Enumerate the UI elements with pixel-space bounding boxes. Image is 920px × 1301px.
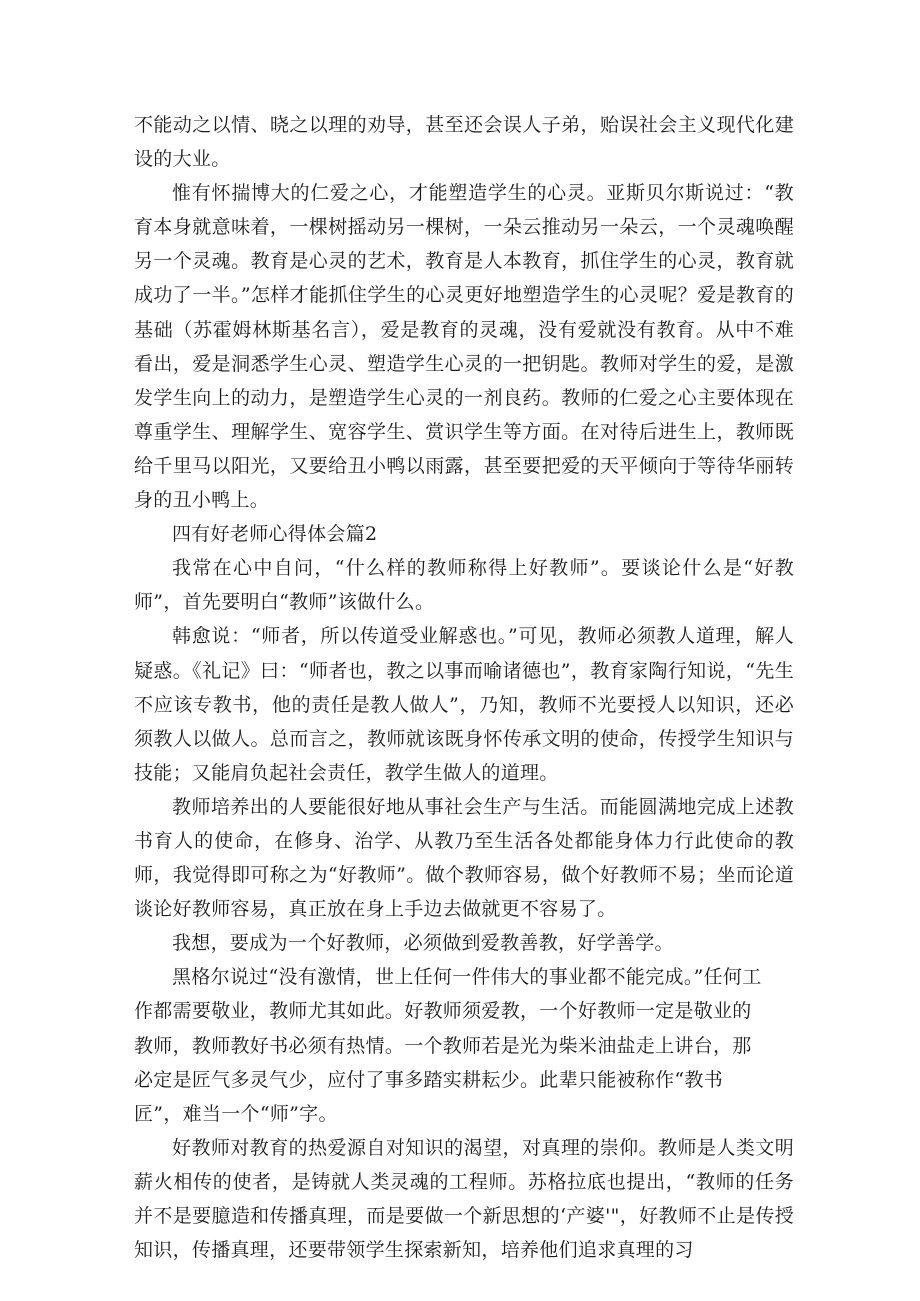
paragraph: 韩愈说：“师者，所以传道受业解惑也。”可见，教师必须教人道理，解人疑惑。《礼记》曰：“师者也，教之以事而喻诸德也”，教育家陶行知说，“先生不应该专教书，他的责任是教人做人”，乃知，教师不光要授人以知识，还必须教人以做人。总而言之，教师就该既身怀传承文明的使命，传授学生知识与技能；又能肩负起社会责任，教学生做人的道理。 [134, 625, 794, 784]
paragraph: 我常在心中自问，“什么样的教师称得上好教师”。要谈论什么是“好教师”，首先要明白“教师”该做什么。 [134, 557, 794, 614]
paragraph: 好教师对教育的热爱源自对知识的渴望，对真理的崇仰。教师是人类文明薪火相传的使者，是铸就人类灵魂的工程师。苏格拉底也提出，“教师的任务并不是要臆造和传播真理，而是要做一个新思想的‘产婆'"，好教师不止是传授知识，传播真理，还要带领学生探索新知，培养他们追求真理的习 [134, 1136, 794, 1262]
paragraph: 不能动之以情、晓之以理的劝导，甚至还会误人子弟，贻误社会主义现代化建设的大业。 [134, 114, 794, 171]
section-heading: 四有好老师心得体会篇2 [172, 523, 378, 546]
paragraph: 教师培养出的人要能很好地从事社会生产与生活。而能圆满地完成上述教书育人的使命，在修身、治学、从教乃至生活各处都能身体力行此使命的教师，我觉得即可称之为“好教师”。做个教师容易，做个好教师不易；坐而论道谈论好教师容易，真正放在身上手边去做就更不容易了。 [134, 795, 794, 921]
paragraph: 我想，要成为一个好教师，必须做到爱教善教，好学善学。 [172, 932, 674, 955]
paragraph: 惟有怀揣博大的仁爱之心，才能塑造学生的心灵。亚斯贝尔斯说过：“教育本身就意味着，一棵树摇动另一棵树，一朵云推动另一朵云，一个灵魂唤醒另一个灵魂。教育是心灵的艺术，教育是人本教育，抓住学生的心灵，教育就成功了一半。”怎样才能抓住学生的心灵更好地塑造学生的心灵呢？爱是教育的基础（苏霍姆林斯基名言），爱是教育的灵魂，没有爱就没有教育。从中不难看出，爱是洞悉学生心灵、塑造学生心灵的一把钥匙。教师对学生的爱，是激发学生向上的动力，是塑造学生心灵的一剂良药。教师的仁爱之心主要体现在尊重学生、理解学生、宽容学生、赏识学生等方面。在对待后进生上，教师既给千里马以阳光，又要给丑小鸭以雨露，甚至要把爱的天平倾向于等待华丽转身的丑小鸭上。 [134, 182, 794, 512]
paragraph: 黑格尔说过“没有激情，世上任何一件伟大的事业都不能完成。”任何工作都需要敬业，教师尤其如此。好教师须爱教，一个好教师一定是敬业的教师，教师教好书必须有热情。一个教师若是光为柴米油盐走上讲台，那必定是匠气多灵气少，应付了事多踏实耕耘少。此辈只能被称作“教书匠”，难当一个“师”字。 [134, 966, 762, 1125]
document-body [134, 108, 794, 1267]
